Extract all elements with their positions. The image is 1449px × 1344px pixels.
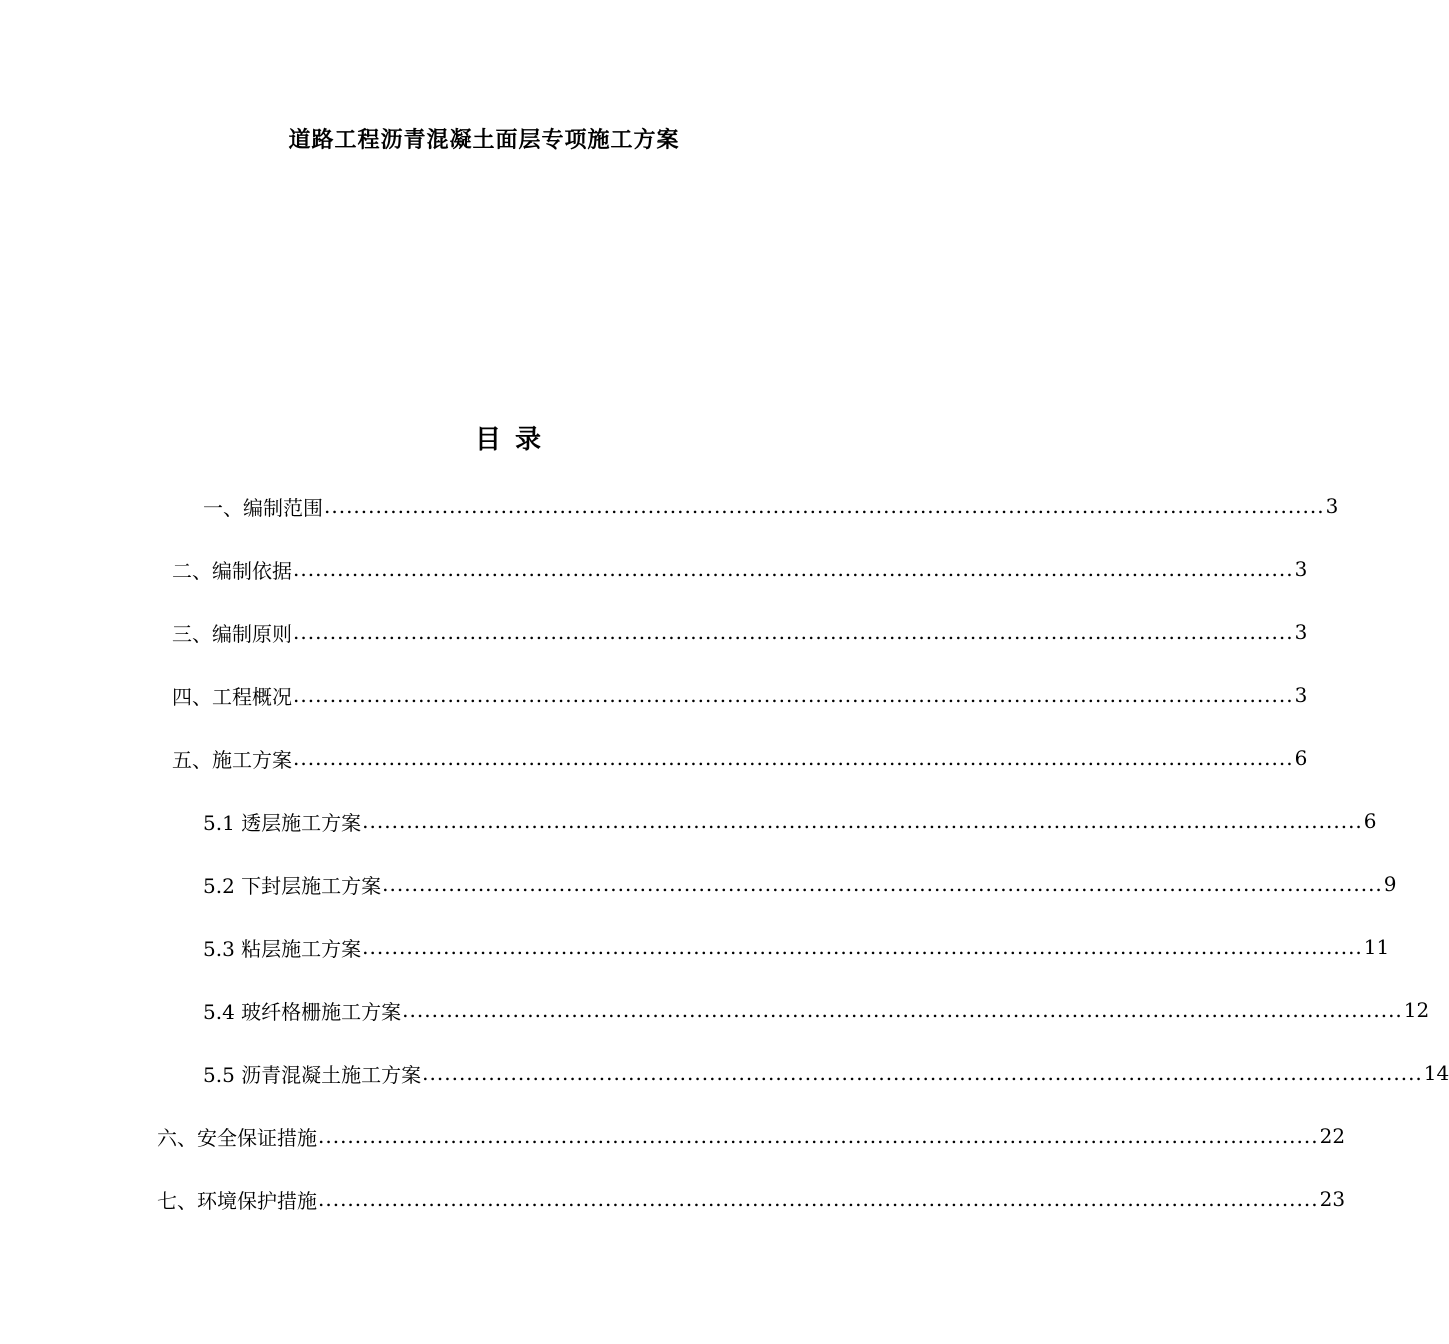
dot-leader: ........................................................................................................................................: [293, 557, 1294, 581]
toc-entry-label: 三、编制原则: [172, 621, 292, 646]
toc-entry-label: 5.4 玻纤格栅施工方案: [203, 999, 402, 1024]
dot-leader: ........................................................................................................................................: [318, 1187, 1319, 1211]
toc-entry-page: 14: [1423, 1061, 1449, 1085]
dot-leader: ........................................................................................................................................: [362, 935, 1363, 959]
dot-leader: ........................................................................................................................................: [422, 1061, 1423, 1085]
toc-entry-5-4[interactable]: [203, 993, 1430, 1027]
dot-leader: ........................................................................................................................................: [402, 998, 1403, 1022]
toc-entry-4[interactable]: [172, 678, 1308, 712]
dot-leader: ........................................................................................................................................: [324, 494, 1325, 518]
toc-entry-page: 9: [1383, 872, 1397, 896]
toc-entry-page: 11: [1363, 935, 1390, 959]
dot-leader: ........................................................................................................................................: [362, 809, 1363, 833]
dot-leader: ........................................................................................................................................: [318, 1124, 1319, 1148]
toc-entry-page: 3: [1294, 557, 1308, 581]
toc-entry-label: 5.2 下封层施工方案: [203, 873, 382, 898]
toc-entry-page: 22: [1319, 1124, 1346, 1148]
toc-entry-5-1[interactable]: [203, 804, 1377, 838]
toc-entry-5-5[interactable]: [203, 1056, 1449, 1090]
toc-entry-page: 6: [1294, 746, 1308, 770]
toc-entry-label: 四、工程概况: [172, 684, 292, 709]
dot-leader: ........................................................................................................................................: [382, 872, 1383, 896]
toc-entry-page: 23: [1319, 1187, 1346, 1211]
toc-entry-5[interactable]: [172, 741, 1308, 775]
toc-entry-page: 6: [1363, 809, 1377, 833]
toc-entry-5-3[interactable]: [203, 930, 1390, 964]
toc-entry-page: 3: [1325, 494, 1339, 518]
toc-entry-label: 5.5 沥青混凝土施工方案: [203, 1062, 422, 1087]
dot-leader: ........................................................................................................................................: [293, 746, 1294, 770]
toc-entry-label: 5.1 透层施工方案: [203, 810, 362, 835]
toc-entry-7[interactable]: [157, 1182, 1346, 1216]
toc-entry-label: 一、编制范围: [203, 495, 323, 520]
toc-entry-1[interactable]: [203, 489, 1339, 523]
toc-entry-page: 3: [1294, 620, 1308, 644]
toc-entry-5-2[interactable]: [203, 867, 1397, 901]
toc-entry-label: 五、施工方案: [172, 747, 292, 772]
toc-entry-page: 3: [1294, 683, 1308, 707]
toc-entry-label: 六、安全保证措施: [157, 1125, 317, 1150]
toc-heading: 目录: [474, 425, 555, 455]
dot-leader: ........................................................................................................................................: [293, 683, 1294, 707]
toc-entry-2[interactable]: [172, 552, 1308, 586]
toc-entry-label: 二、编制依据: [172, 558, 292, 583]
toc-entry-label: 七、环境保护措施: [157, 1188, 317, 1213]
toc-entry-page: 12: [1403, 998, 1430, 1022]
toc-entry-label: 5.3 粘层施工方案: [203, 936, 362, 961]
document-title: 道路工程沥青混凝土面层专项施工方案: [288, 127, 680, 153]
dot-leader: ........................................................................................................................................: [293, 620, 1294, 644]
toc-entry-6[interactable]: [157, 1119, 1346, 1153]
toc-entry-3[interactable]: [172, 615, 1308, 649]
